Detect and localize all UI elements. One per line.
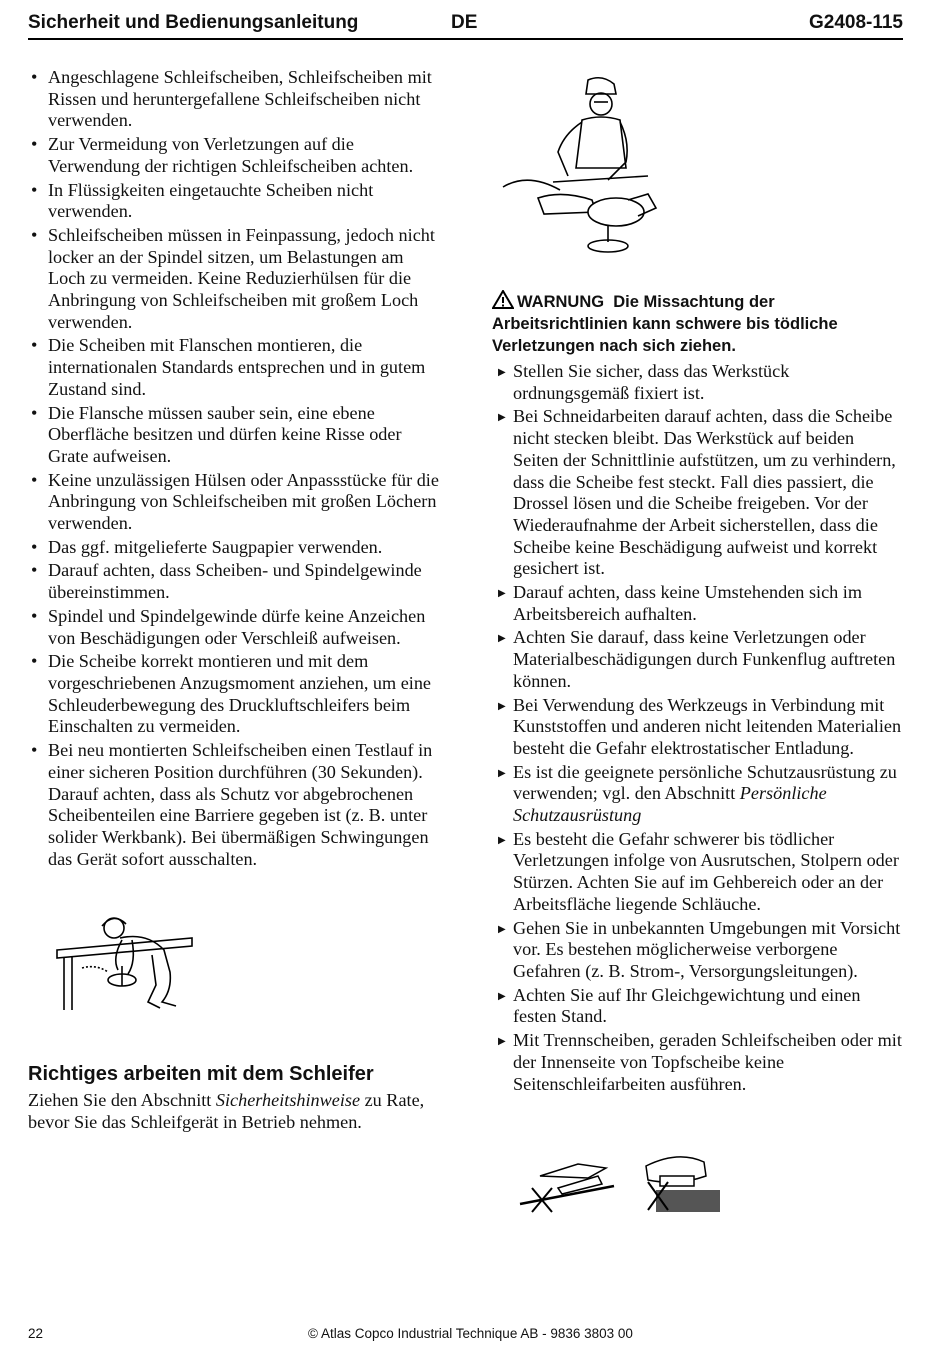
right-column	[492, 290, 904, 1097]
list-item-reference: Persönliche Schutzausrüstung	[513, 783, 827, 826]
header-title: Sicherheit und Bedienungsanleitung	[28, 12, 359, 33]
list-item: • Spindel und Spindelgewinde dürfe keine Anzeichen von Beschädigungen oder Verschleiß aufweisen.	[28, 606, 440, 649]
left-column	[28, 67, 440, 872]
warning-triangle-icon	[492, 290, 514, 309]
list-item: ▶ Achten Sie darauf, dass keine Verletzungen oder Materialbeschädigungen durch Funkenflug auftreten können.	[492, 627, 904, 692]
header-model: G2408-115	[808, 12, 903, 33]
warning-label: WARNUNG	[517, 293, 605, 311]
list-item: ▶ Achten Sie auf Ihr Gleichgewichtung und einen festen Stand.	[492, 985, 904, 1028]
list-item: • Schleifscheiben müssen in Feinpassung, jedoch nicht locker an der Spindel sitzen, um Belastungen am Loch zu vermeiden. Keine Reduzierhülsen für die Anbringung von Schleifscheiben mit großem Loch verwenden.	[28, 225, 440, 334]
safety-list	[28, 67, 440, 870]
instruction-list	[492, 361, 904, 1095]
list-item: ▶ Bei Verwendung des Werkzeugs in Verbindung mit Kunststoffen und anderen nicht leitenden Materialien besteht die Gefahr elektrostatischer Entladung.	[492, 695, 904, 760]
page-number: 22	[28, 1326, 44, 1341]
list-item: • Zur Vermeidung von Verletzungen auf die Verwendung der richtigen Schleifscheiben achten.	[28, 134, 440, 177]
section-text-part: Ziehen Sie den Abschnitt	[28, 1090, 216, 1110]
section-text	[28, 1090, 443, 1133]
list-item: • Die Scheiben mit Flanschen montieren, die internationalen Standards entsprechen und in gutem Zustand sind.	[28, 335, 440, 400]
list-item: ▶ Mit Trennscheiben, geraden Schleifscheiben oder mit der Innenseite von Topfscheibe keine Seitenschleifarbeiten ausführen.	[492, 1030, 904, 1095]
side-grinding-prohibited-illustration	[518, 1158, 618, 1214]
section-title: Richtiges arbeiten mit dem Schleifer	[28, 1063, 374, 1085]
list-item: ▶ Gehen Sie in unbekannten Umgebungen mit Vorsicht vor. Es bestehen möglicherweise verborgene Gefahren (z. B. Strom-, Versorgungsleitungen).	[492, 918, 904, 983]
list-item: • Darauf achten, dass Scheiben- und Spindelgewinde übereinstimmen.	[28, 560, 440, 603]
list-item: ▶ Stellen Sie sicher, dass das Werkstück ordnungsgemäß fixiert ist.	[492, 361, 904, 404]
warning-text: Die Missachtung der Arbeitsrichtlinien kann schwere bis tödliche Verletzungen nach sich ziehen.	[492, 293, 838, 355]
page-header	[28, 10, 903, 40]
list-item: ▶ Bei Schneidarbeiten darauf achten, dass die Scheibe nicht stecken bleibt. Das Werkstück auf beiden Seiten der Schnittlinie aufstützen, um zu verhindern, dass die Scheibe fest steckt. Fall dies passiert, die Drossel lösen und die Scheibe freigeben. Vor der Wiederaufnahme der Arbeit sicherstellen, dass die Scheibe keine Beschädigung aufweist und korrekt gesichert ist.	[492, 406, 904, 580]
section-text-part: zu Rate, bevor Sie das Schleifgerät in Betrieb nehmen.	[28, 1090, 425, 1132]
header-language: DE	[451, 12, 478, 33]
section-reference: Sicherheitshinweise	[215, 1090, 361, 1110]
list-item: • Die Flansche müssen sauber sein, eine ebene Oberfläche besitzen und dürfen keine Risse oder Grate aufweisen.	[28, 403, 440, 468]
list-item: • Angeschlagene Schleifscheiben, Schleifscheiben mit Rissen und heruntergefallene Schleifscheiben nicht verwenden.	[28, 67, 440, 132]
list-item	[492, 762, 904, 827]
list-item: • Die Scheibe korrekt montieren und mit dem vorgeschriebenen Anzugsmoment anziehen, um eine Schleuderbewegung des Druckluftschleifers beim Einschalten zu vermeiden.	[28, 651, 440, 738]
bench-test-illustration	[52, 910, 197, 1015]
list-item: • Das ggf. mitgelieferte Saugpapier verwenden.	[28, 537, 440, 559]
list-item: ▶ Darauf achten, dass keine Umstehenden sich im Arbeitsbereich aufhalten.	[492, 582, 904, 625]
list-item: • Keine unzulässigen Hülsen oder Anpassstücke für die Anbringung von Schleifscheiben mit großen Löchern verwenden.	[28, 470, 440, 535]
list-item: • Bei neu montierten Schleifscheiben einen Testlauf in einer sicheren Position durchführen (30 Sekunden). Darauf achten, dass als Schutz vor abgebrochenen Scheibenteilen eine Barriere gegeben ist (z. B. unter solider Werkbank). Bei übermäßigen Schwingungen das Gerät sofort ausschalten.	[28, 740, 440, 870]
list-item: ▶ Es besteht die Gefahr schwerer bis tödlicher Verletzungen infolge von Ausrutschen, Stolpern oder Stürzen. Achten Sie auf im Gehbereich oder an der Arbeitsfläche liegende Schläuche.	[492, 829, 904, 916]
cup-wheel-prohibited-illustration	[638, 1152, 722, 1216]
warning-box	[492, 290, 904, 357]
operator-illustration	[498, 72, 663, 262]
copyright-footer: © Atlas Copco Industrial Technique AB - 9836 3803 00	[308, 1326, 633, 1341]
list-item: • In Flüssigkeiten eingetauchte Scheiben nicht verwenden.	[28, 180, 440, 223]
list-item-text: Es ist die geeignete persönliche Schutzausrüstung zu verwenden; vgl. den Abschnitt	[513, 761, 897, 804]
